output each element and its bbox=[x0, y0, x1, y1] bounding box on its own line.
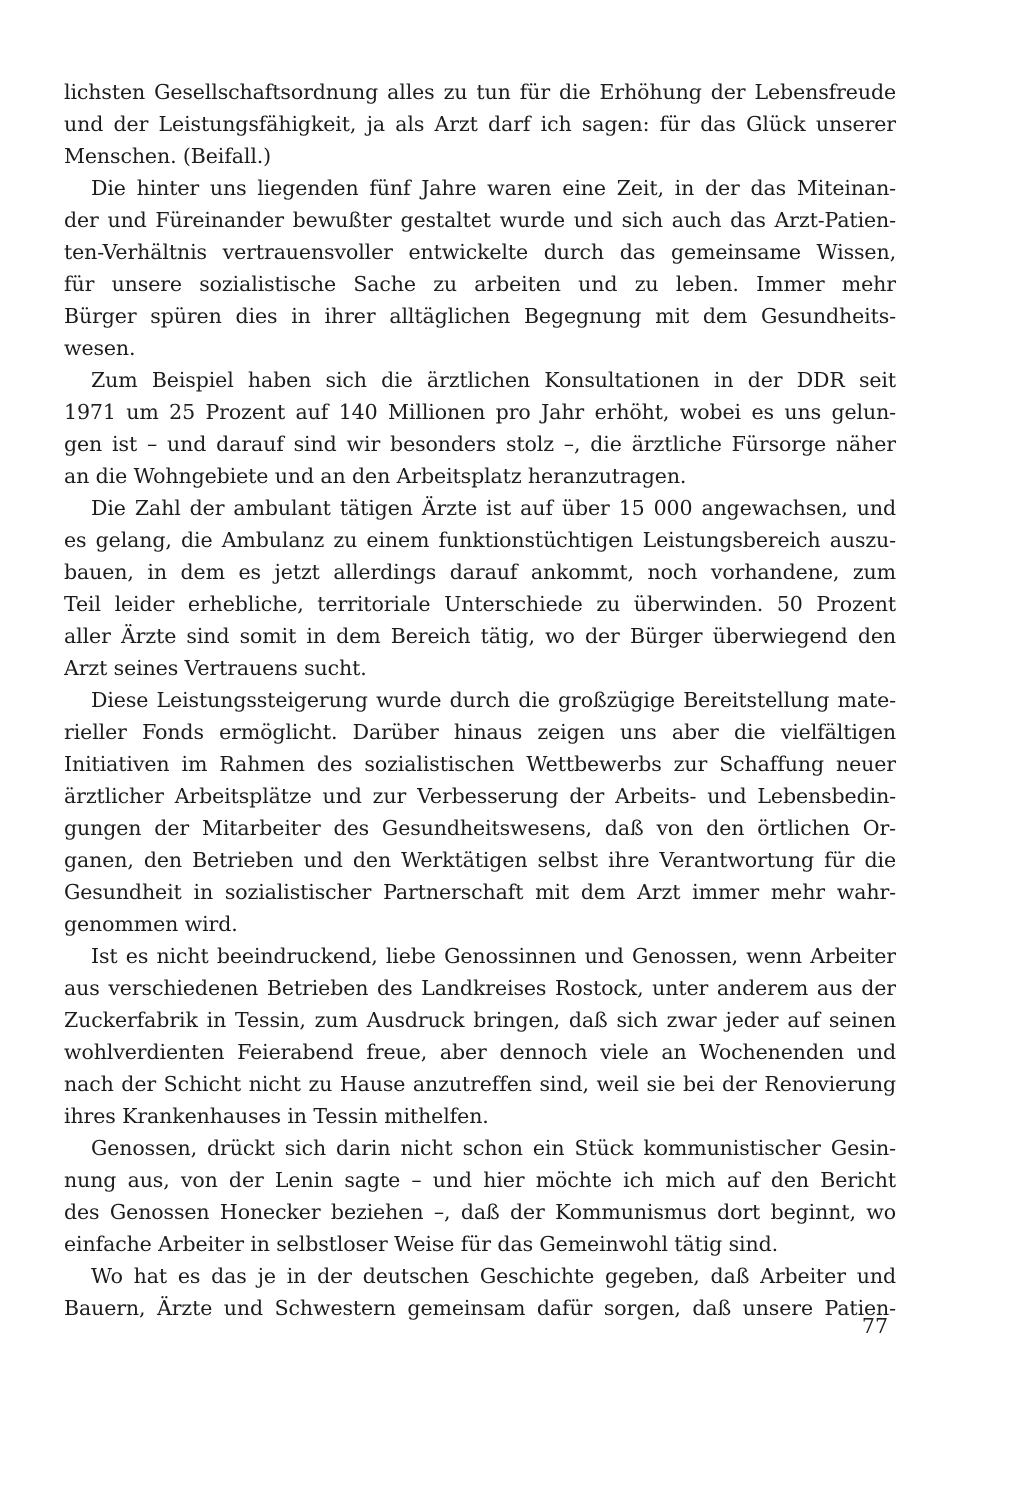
text-line: Wo hat es das je in der deutschen Geschichte gegeben, daß Arbeiter und bbox=[91, 1264, 896, 1288]
paragraph bbox=[64, 684, 896, 940]
paragraph bbox=[64, 76, 896, 172]
text-line: lichsten Gesellschaftsordnung alles zu tun für die Erhöhung der Lebensfreude bbox=[64, 80, 896, 104]
text-line: Arzt seines Vertrauens sucht. bbox=[64, 656, 367, 680]
text-line: Menschen. (Beifall.) bbox=[64, 144, 272, 168]
text-line: nung aus, von der Lenin sagte – und hier möchte ich mich auf den Bericht bbox=[64, 1168, 896, 1192]
text-line: ganen, den Betrieben und den Werktätigen selbst ihre Verantwortung für die bbox=[64, 848, 896, 872]
text-line: Ist es nicht beeindruckend, liebe Genossinnen und Genossen, wenn Arbeiter bbox=[91, 944, 896, 968]
text-line: genommen wird. bbox=[64, 912, 238, 936]
page-number: 77 bbox=[861, 1314, 888, 1338]
text-line: wesen. bbox=[64, 336, 136, 360]
text-line: rieller Fonds ermöglicht. Darüber hinaus zeigen uns aber die vielfältigen bbox=[64, 720, 896, 744]
paragraph bbox=[64, 364, 896, 492]
text-line: Diese Leistungssteigerung wurde durch die großzügige Bereitstellung mate- bbox=[91, 688, 896, 712]
text-line: aus verschiedenen Betrieben des Landkreises Rostock, unter anderem aus der bbox=[64, 976, 896, 1000]
text-line: ten-Verhältnis vertrauensvoller entwickelte durch das gemeinsame Wissen, bbox=[64, 240, 896, 264]
text-line: Zum Beispiel haben sich die ärztlichen Konsultationen in der DDR seit bbox=[91, 368, 896, 392]
text-line: Genossen, drückt sich darin nicht schon ein Stück kommunistischer Gesin- bbox=[91, 1136, 896, 1160]
text-line: Die hinter uns liegenden fünf Jahre waren eine Zeit, in der das Miteinan- bbox=[91, 176, 896, 200]
text-line: an die Wohngebiete und an den Arbeitsplatz heranzutragen. bbox=[64, 464, 687, 488]
text-line: Initiativen im Rahmen des sozialistischen Wettbewerbs zur Schaffung neuer bbox=[64, 752, 896, 776]
text-line: gungen der Mitarbeiter des Gesundheitswesens, daß von den örtlichen Or- bbox=[64, 816, 896, 840]
text-line: gen ist – und darauf sind wir besonders stolz –, die ärztliche Fürsorge näher bbox=[64, 432, 896, 456]
text-line: Gesundheit in sozialistischer Partnerschaft mit dem Arzt immer mehr wahr- bbox=[64, 880, 896, 904]
text-line: Bauern, Ärzte und Schwestern gemeinsam dafür sorgen, daß unsere Patien- bbox=[64, 1296, 896, 1320]
text-line: Die Zahl der ambulant tätigen Ärzte ist auf über 15 000 angewachsen, und bbox=[91, 496, 896, 520]
text-line: ihres Krankenhauses in Tessin mithelfen. bbox=[64, 1104, 489, 1128]
text-line: 1971 um 25 Prozent auf 140 Millionen pro Jahr erhöht, wobei es uns gelun- bbox=[64, 400, 896, 424]
text-line: aller Ärzte sind somit in dem Bereich tätig, wo der Bürger überwiegend den bbox=[64, 624, 896, 648]
text-line: Zuckerfabrik in Tessin, zum Ausdruck bringen, daß sich zwar jeder auf seinen bbox=[64, 1008, 896, 1032]
paragraph bbox=[64, 172, 896, 364]
text-line: für unsere sozialistische Sache zu arbeiten und zu leben. Immer mehr bbox=[64, 272, 896, 296]
text-line: wohlverdienten Feierabend freue, aber dennoch viele an Wochenenden und bbox=[64, 1040, 896, 1064]
text-line: ärztlicher Arbeitsplätze und zur Verbesserung der Arbeits- und Lebensbedin- bbox=[64, 784, 896, 808]
text-line: der und Füreinander bewußter gestaltet wurde und sich auch das Arzt-Patien- bbox=[64, 208, 896, 232]
paragraph bbox=[64, 940, 896, 1132]
paragraph bbox=[64, 492, 896, 684]
paragraph bbox=[64, 1132, 896, 1260]
text-line: nach der Schicht nicht zu Hause anzutreffen sind, weil sie bei der Renovierung bbox=[64, 1072, 896, 1096]
text-line: Teil leider erhebliche, territoriale Unterschiede zu überwinden. 50 Prozent bbox=[64, 592, 896, 616]
text-line: und der Leistungsfähigkeit, ja als Arzt darf ich sagen: für das Glück unserer bbox=[64, 112, 896, 136]
text-line: einfache Arbeiter in selbstloser Weise für das Gemeinwohl tätig sind. bbox=[64, 1232, 779, 1256]
body-text bbox=[64, 76, 896, 1324]
paragraph bbox=[64, 1260, 896, 1324]
text-line: Bürger spüren dies in ihrer alltäglichen Begegnung mit dem Gesundheits- bbox=[64, 304, 896, 328]
text-line: bauen, in dem es jetzt allerdings darauf ankommt, noch vorhandene, zum bbox=[64, 560, 896, 584]
text-line: des Genossen Honecker beziehen –, daß der Kommunismus dort beginnt, wo bbox=[64, 1200, 896, 1224]
text-line: es gelang, die Ambulanz zu einem funktionstüchtigen Leistungsbereich auszu- bbox=[64, 528, 896, 552]
